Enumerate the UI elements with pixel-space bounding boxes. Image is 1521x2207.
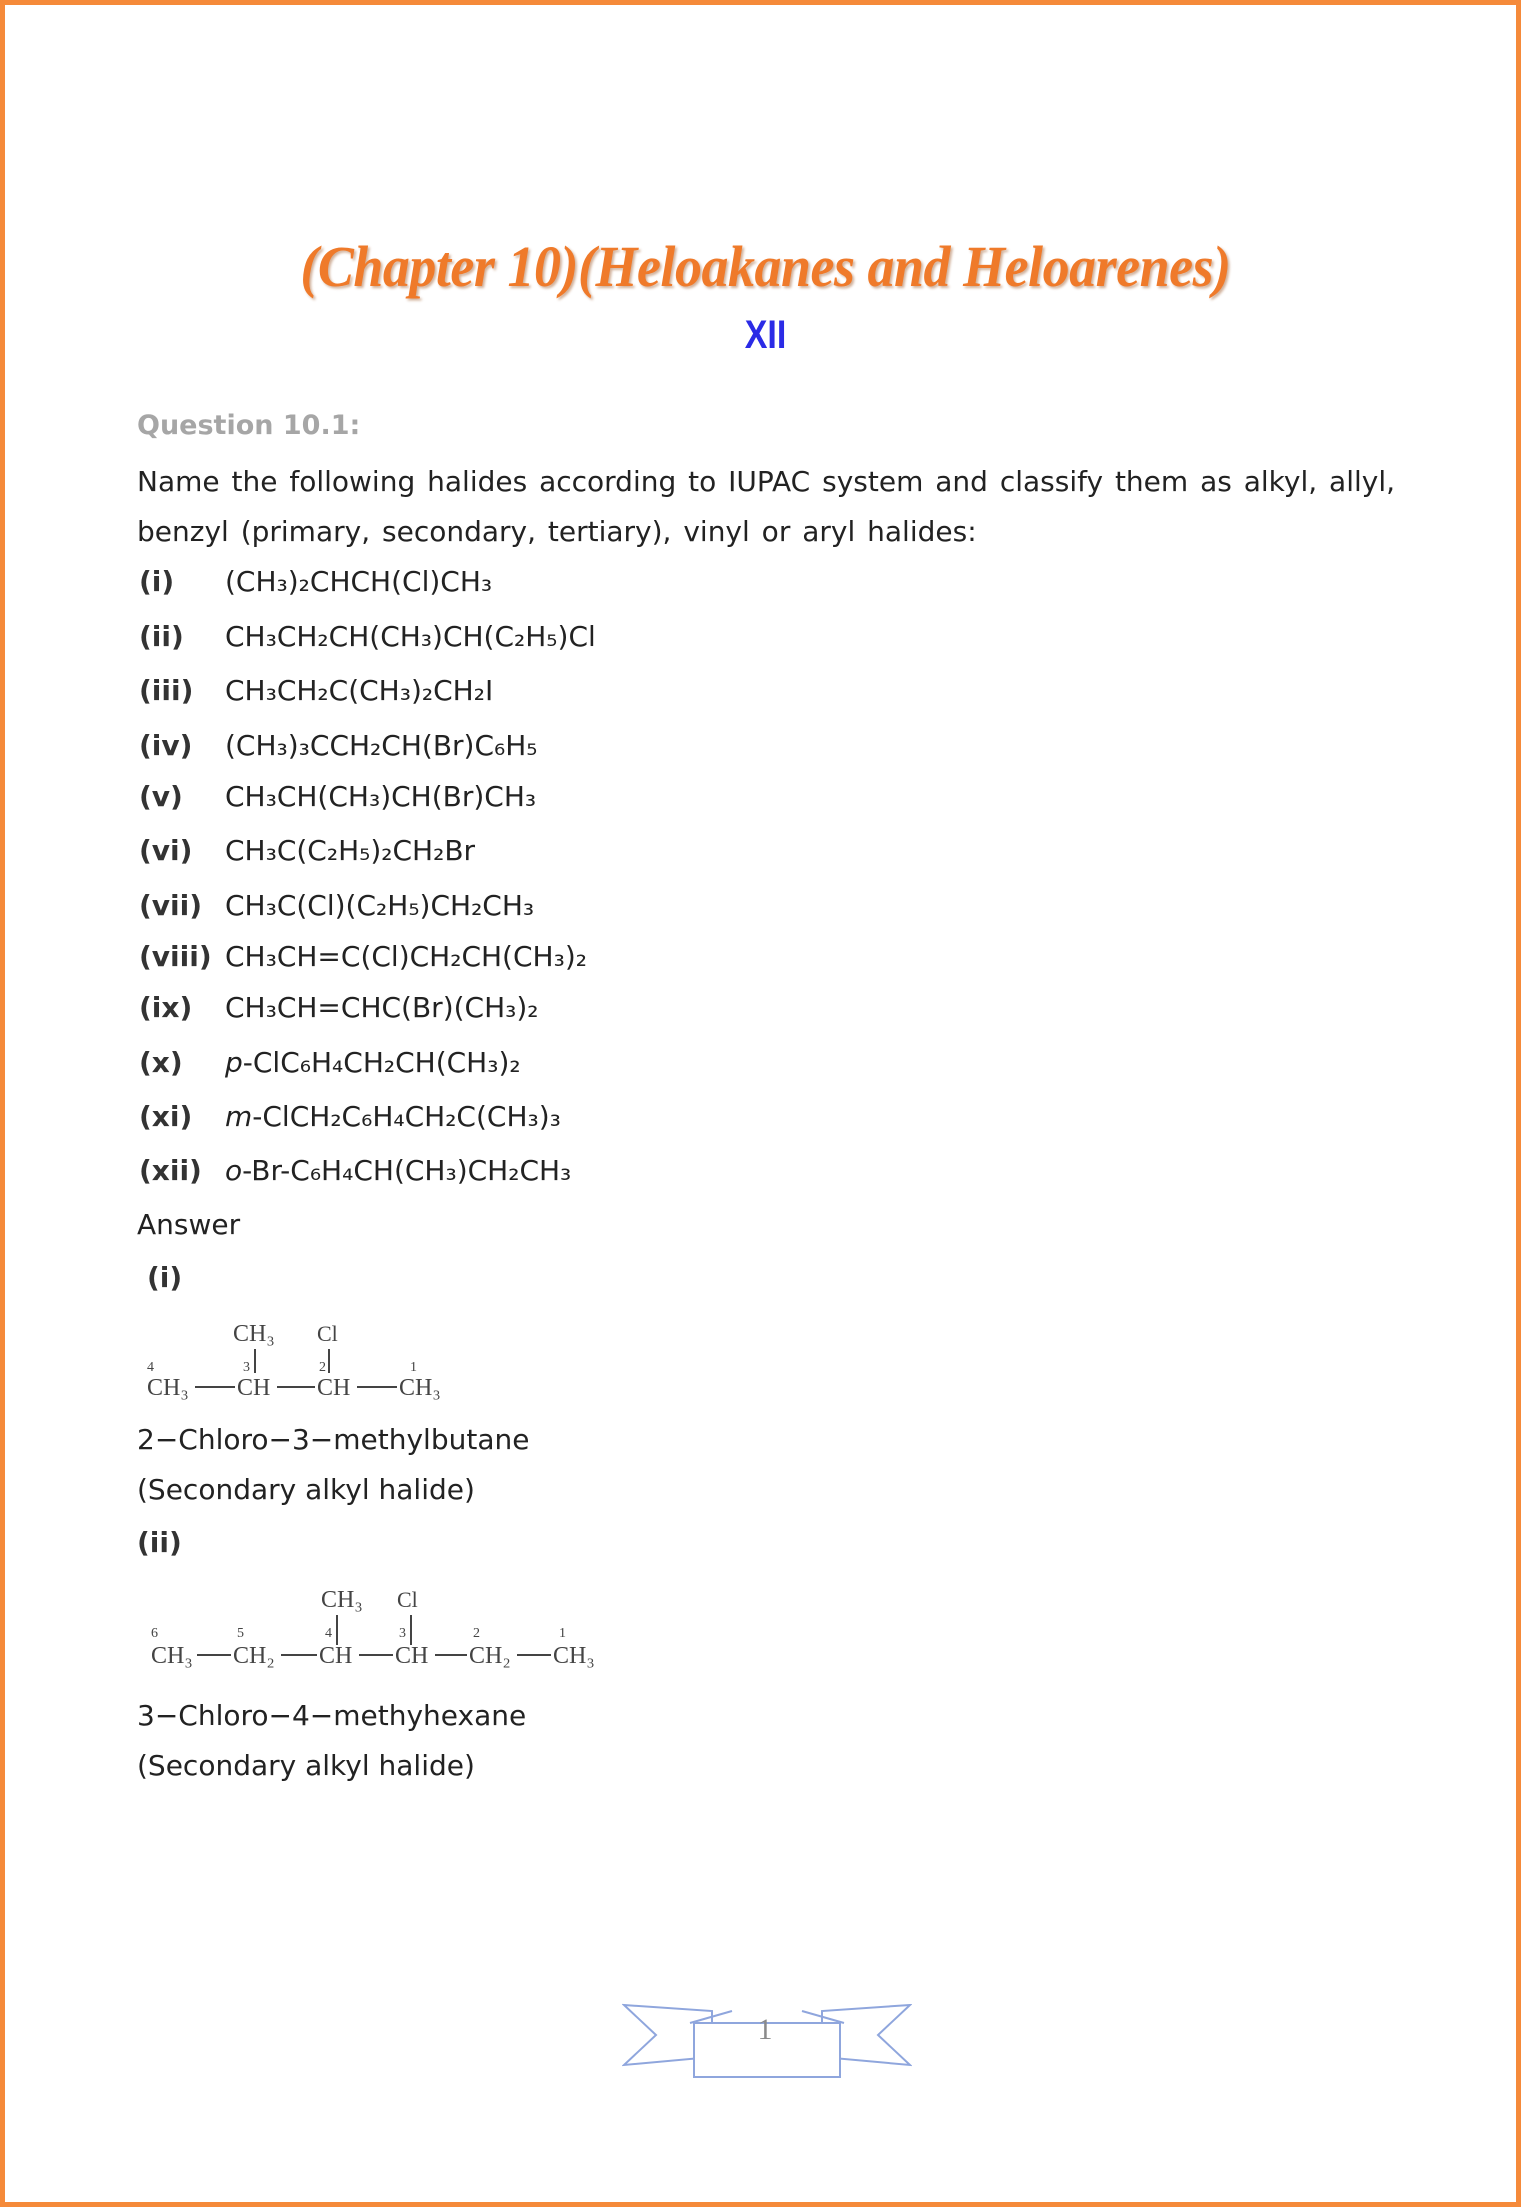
answer-classification: (Secondary alkyl halide): [137, 1473, 475, 1506]
carbon-number: 3: [243, 1360, 250, 1375]
substituent-methyl: CH₃: [233, 1321, 275, 1347]
item-prefix: m: [225, 1100, 253, 1133]
item-number: (i): [139, 565, 175, 598]
chapter-title: (Chapter 10)(Heloakanes and Heloarenes): [300, 234, 1231, 299]
answer-classification: (Secondary alkyl halide): [137, 1749, 475, 1782]
carbon-number: 2: [473, 1626, 480, 1641]
answer-part-number: (ii): [137, 1526, 182, 1559]
item-number: (viii): [139, 940, 212, 973]
item-prefix: o: [225, 1154, 243, 1187]
chain-group: CH₂: [233, 1643, 275, 1669]
class-label: XII: [744, 313, 787, 357]
item-number: (x): [139, 1046, 183, 1079]
carbon-number: 3: [399, 1626, 406, 1641]
question-label: Question 10.1:: [137, 410, 361, 441]
item-formula: (CH₃)₂CHCH(Cl)CH₃: [225, 565, 493, 598]
substituent-methyl: CH₃: [321, 1587, 363, 1613]
chain-group: CH₃: [553, 1643, 595, 1669]
item-formula: [225, 1046, 521, 1079]
item-number: (ii): [139, 620, 184, 653]
item-number: (xii): [139, 1154, 202, 1187]
item-number: (iv): [139, 729, 193, 762]
item-number: (vi): [139, 834, 193, 867]
item-formula-body: -ClCH₂C₆H₄CH₂C(CH₃)₃: [252, 1100, 561, 1133]
chain-group: CH₃: [147, 1375, 189, 1401]
chain-group: CH₂: [469, 1643, 511, 1669]
answer-part-number: (i): [147, 1261, 183, 1294]
item-formula: [225, 1100, 561, 1133]
answer-iupac-name: 2−Chloro−3−methylbutane: [137, 1423, 530, 1456]
item-formula: CH₃C(C₂H₅)₂CH₂Br: [225, 834, 476, 867]
carbon-number: 5: [237, 1626, 244, 1641]
item-formula: CH₃C(Cl)(C₂H₅)CH₂CH₃: [225, 889, 535, 922]
chain-group: CH₃: [399, 1375, 441, 1401]
item-formula-body: -Br-C₆H₄CH(CH₃)CH₂CH₃: [242, 1154, 572, 1187]
carbon-number: 1: [410, 1360, 417, 1375]
carbon-number: 4: [325, 1626, 332, 1641]
item-formula: CH₃CH₂CH(CH₃)CH(C₂H₅)Cl: [225, 620, 596, 653]
chain-group: CH₃: [151, 1643, 193, 1669]
carbon-number: 4: [147, 1360, 154, 1375]
chain-group: CH: [317, 1375, 351, 1401]
answer-iupac-name: 3−Chloro−4−methyhexane: [137, 1699, 527, 1732]
page-number: 1: [757, 2013, 773, 2046]
item-formula: [225, 1154, 571, 1187]
carbon-number: 1: [559, 1626, 566, 1641]
item-formula: (CH₃)₃CCH₂CH(Br)C₆H₅: [225, 729, 538, 762]
item-formula: CH₃CH=CHC(Br)(CH₃)₂: [225, 991, 539, 1024]
chain-group: CH: [237, 1375, 271, 1401]
item-number: (ix): [139, 991, 193, 1024]
structure-diagram-ii: [151, 1575, 631, 1675]
substituent-chloro: Cl: [317, 1321, 338, 1346]
item-number: (v): [139, 780, 183, 813]
item-formula: CH₃CH=C(Cl)CH₂CH(CH₃)₂: [225, 940, 587, 973]
item-formula: CH₃CH₂C(CH₃)₂CH₂I: [225, 674, 494, 707]
carbon-number: 6: [151, 1626, 158, 1641]
item-formula: CH₃CH(CH₃)CH(Br)CH₃: [225, 780, 537, 813]
substituent-chloro: Cl: [397, 1587, 418, 1612]
question-intro: Name the following halides according to IUPAC system and classify them as alkyl, allyl, benzyl (primary, secondary, tertiary), vinyl or aryl halides:: [137, 465, 1395, 548]
structure-diagram-i: [145, 1305, 465, 1405]
item-prefix: p: [225, 1046, 243, 1079]
item-number: (xi): [139, 1100, 193, 1133]
answer-label: Answer: [137, 1208, 241, 1241]
carbon-number: 2: [319, 1360, 326, 1375]
chain-group: CH: [319, 1643, 353, 1669]
item-formula-body: -ClC₆H₄CH₂CH(CH₃)₂: [242, 1046, 521, 1079]
item-number: (iii): [139, 674, 194, 707]
item-number: (vii): [139, 889, 203, 922]
chain-group: CH: [395, 1643, 429, 1669]
